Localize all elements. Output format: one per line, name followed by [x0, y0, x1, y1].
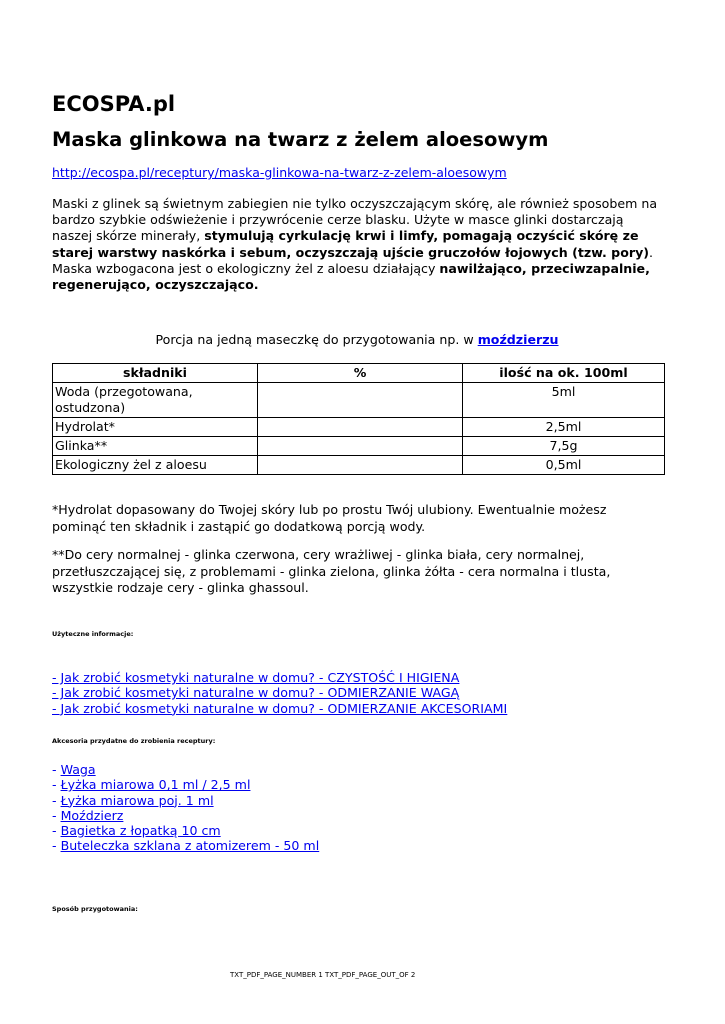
ingredient-percent: [258, 456, 463, 475]
page-title: Maska glinkowa na twarz z żelem aloesowym: [52, 128, 549, 151]
measuring-spoon-1ml-link[interactable]: Łyżka miarowa poj. 1 ml: [60, 792, 214, 808]
list-item: [52, 838, 319, 853]
list-bullet: -: [52, 777, 61, 793]
ingredient-quantity: 5ml: [463, 383, 665, 418]
ingredient-name: Woda (przegotowana, ostudzona): [53, 383, 258, 418]
table-header-row: [53, 364, 665, 383]
list-bullet: -: [52, 838, 61, 854]
ingredient-percent: [258, 383, 463, 418]
list-bullet: -: [52, 823, 61, 839]
list-item: [52, 793, 319, 808]
spatula-rod-link[interactable]: Bagietka z łopatką 10 cm: [60, 823, 221, 839]
accessories-heading: Akcesoria przydatne do zrobienia receptury:: [52, 737, 216, 745]
list-item[interactable]: [52, 685, 507, 700]
accessories-list: [52, 762, 319, 854]
intro-bold-1: stymulują cyrkulację krwi i limfy, pomagają oczyścić skórę ze starej warstwy naskórka i sebum, oczyszczają ujście gruczołów łojowych (tzw. pory): [52, 228, 650, 260]
mortar-link[interactable]: moździerzu: [477, 332, 559, 347]
table-row: [53, 383, 665, 418]
scale-link[interactable]: Waga: [60, 762, 96, 777]
hydrolat-note: *Hydrolat dopasowany do Twojej skóry lub po prostu Twój ulubiony. Ewentualnie możesz pominąć ten składnik i zastąpić go dodatkową porcją wody.: [52, 502, 607, 534]
list-bullet: -: [52, 762, 61, 777]
table-row: [53, 418, 665, 437]
list-bullet: -: [52, 792, 61, 808]
ingredient-name: Ekologiczny żel z aloesu: [53, 456, 258, 475]
list-item: [52, 823, 319, 838]
weighing-guide-link[interactable]: - Jak zrobić kosmetyki naturalne w domu? - ODMIERZANIE WAGĄ: [52, 685, 460, 701]
table-row: [53, 437, 665, 456]
clay-note: **Do cery normalnej - glinka czerwona, cery wrażliwej - glinka biała, cery normalnej, przetłuszczającej się, z problemami - glinka zielona, glinka żółta - cera normalna i tlusta, wszystkie rodzaje cery - glinka ghassoul.: [52, 547, 611, 595]
list-bullet: -: [52, 807, 61, 823]
ingredient-quantity: 7,5g: [463, 437, 665, 456]
list-item[interactable]: [52, 670, 507, 685]
hygiene-guide-link[interactable]: - Jak zrobić kosmetyki naturalne w domu? - CZYSTOŚĆ I HIGIENA: [52, 670, 460, 685]
measuring-spoon-small-link[interactable]: Łyżka miarowa 0,1 ml / 2,5 ml: [60, 777, 251, 793]
ingredient-percent: [258, 437, 463, 456]
intro-text-2: . Maska wzbogacona jest o ekologiczny żel z aloesu działający: [52, 244, 654, 276]
portion-line: [52, 332, 662, 347]
col-ingredients-header: składniki: [53, 364, 258, 383]
table-row: [53, 456, 665, 475]
useful-info-list: [52, 670, 507, 716]
intro-text-1: Maski z glinek są świetnym zabiegien nie tylko oczyszczającym skórę, ale również sposobem na bardzo szybkie odświeżenie i przywrócenie cerze blasku. Użyte w masce glinki dostarczają naszej skórze minerały,: [52, 196, 658, 244]
ingredient-name: Hydrolat*: [53, 418, 258, 437]
list-item: [52, 777, 319, 792]
intro-bold-2: nawilżająco, przeciwzapalnie, regenerująco, oczyszczająco.: [52, 260, 650, 293]
list-item: [52, 808, 319, 823]
col-quantity-header: ilość na ok. 100ml: [463, 364, 665, 383]
method-heading: Sposób przygotowania:: [52, 905, 138, 913]
list-item: [52, 762, 319, 777]
useful-info-heading: Użyteczne informacje:: [52, 630, 134, 638]
glass-bottle-link[interactable]: Buteleczka szklana z atomizerem - 50 ml: [60, 838, 320, 854]
portion-text: Porcja na jedną maseczkę do przygotowania np. w: [155, 332, 478, 347]
ingredient-quantity: 2,5ml: [463, 418, 665, 437]
source-url-link[interactable]: http://ecospa.pl/receptury/maska-glinkowa-na-twarz-z-zelem-aloesowym: [52, 165, 507, 180]
ingredient-name: Glinka**: [53, 437, 258, 456]
measuring-tools-guide-link[interactable]: - Jak zrobić kosmetyki naturalne w domu? - ODMIERZANIE AKCESORIAMI: [52, 700, 508, 716]
intro-paragraph: [52, 196, 664, 293]
ingredient-percent: [258, 418, 463, 437]
site-title: ECOSPA.pl: [52, 92, 176, 116]
mortar-accessory-link[interactable]: Moździerz: [60, 807, 124, 823]
ingredients-table: [52, 363, 665, 475]
list-item[interactable]: [52, 701, 507, 716]
page-footer: TXT_PDF_PAGE_NUMBER 1 TXT_PDF_PAGE_OUT_OF 2: [230, 971, 416, 979]
col-percent-header: %: [258, 364, 463, 383]
ingredient-quantity: 0,5ml: [463, 456, 665, 475]
